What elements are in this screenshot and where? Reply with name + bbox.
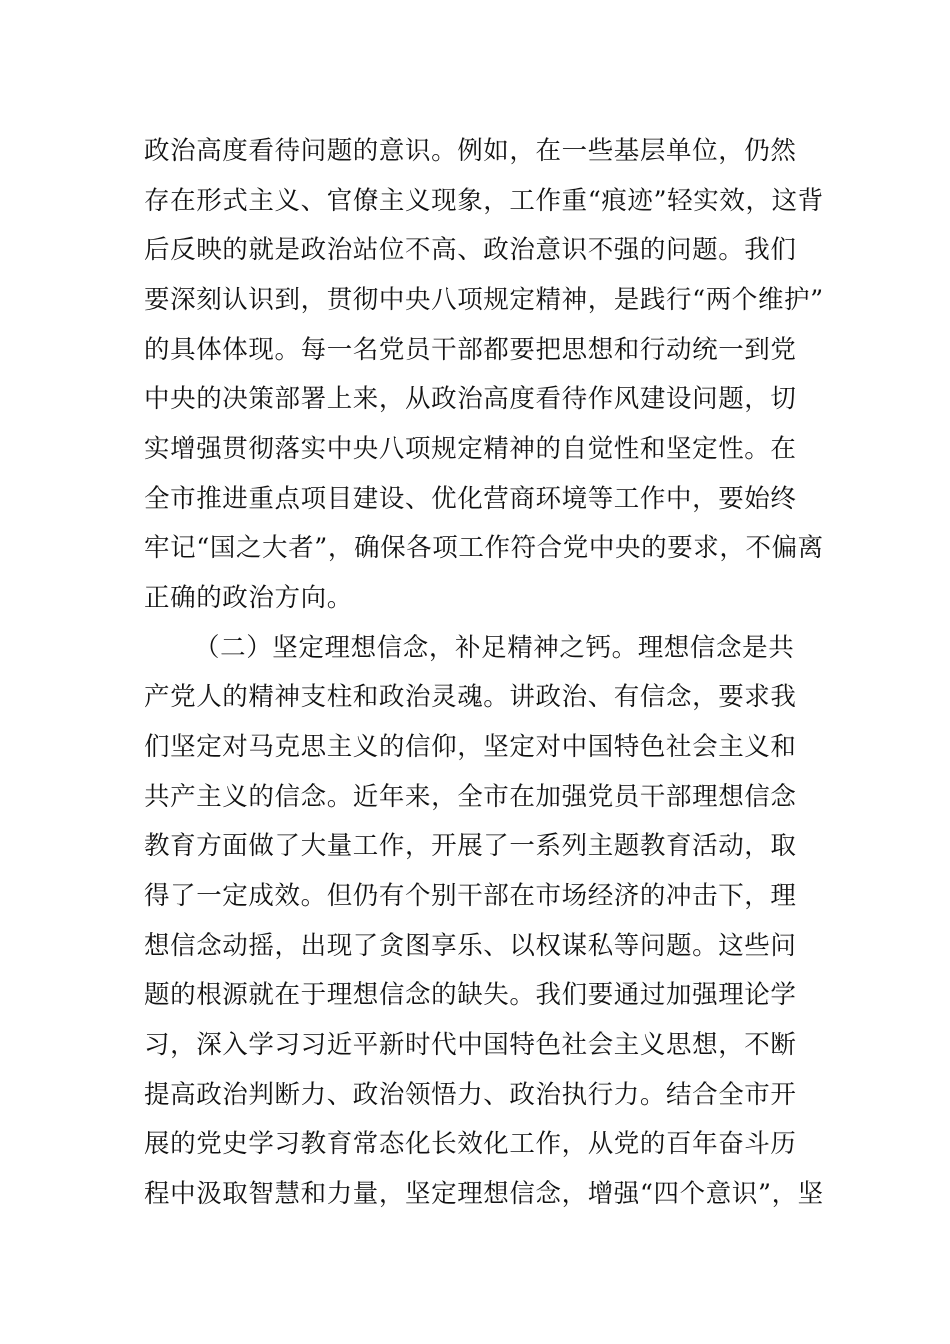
text-line: 提高政治判断力、政治领悟力、政治执行力。结合全市开 [144, 1080, 797, 1110]
text-line: 展的党史学习教育常态化长效化工作，从党的百年奋斗历 [144, 1129, 797, 1159]
text-line: 们坚定对马克思主义的信仰，坚定对中国特色社会主义和 [144, 732, 797, 762]
text-line: 共产主义的信念。近年来，全市在加强党员干部理想信念 [144, 782, 797, 812]
section-heading-line: （二）坚定理想信念，补足精神之钙。理想信念是共 [194, 633, 795, 663]
text-line: 习，深入学习习近平新时代中国特色社会主义思想，不断 [144, 1030, 797, 1060]
text-line: 要深刻认识到，贯彻中央八项规定精神，是践行“两个维护” [144, 285, 824, 315]
text-line: 程中汲取智慧和力量，坚定理想信念，增强“四个意识”，坚 [144, 1179, 824, 1209]
text-line: 教育方面做了大量工作，开展了一系列主题教育活动，取 [144, 831, 797, 861]
text-line: 得了一定成效。但仍有个别干部在市场经济的冲击下，理 [144, 881, 797, 911]
text-line: 的具体体现。每一名党员干部都要把思想和行动统一到党 [144, 335, 797, 365]
text-line: 实增强贯彻落实中央八项规定精神的自觉性和坚定性。在 [144, 434, 797, 464]
text-line: 产党人的精神支柱和政治灵魂。讲政治、有信念，要求我 [144, 682, 797, 712]
text-line: 正确的政治方向。 [144, 583, 353, 613]
text-line: 后反映的就是政治站位不高、政治意识不强的问题。我们 [144, 235, 797, 265]
text-line: 想信念动摇，出现了贪图享乐、以权谋私等问题。这些问 [144, 931, 797, 961]
text-line: 政治高度看待问题的意识。例如，在一些基层单位，仍然 [144, 136, 797, 166]
text-line: 题的根源就在于理想信念的缺失。我们要通过加强理论学 [144, 980, 797, 1010]
text-line: 存在形式主义、官僚主义现象，工作重“痕迹”轻实效，这背 [144, 186, 824, 216]
text-line: 全市推进重点项目建设、优化营商环境等工作中，要始终 [144, 484, 797, 514]
text-line: 牢记“国之大者”，确保各项工作符合党中央的要求，不偏离 [144, 533, 824, 563]
text-line: 中央的决策部署上来，从政治高度看待作风建设问题，切 [144, 384, 797, 414]
